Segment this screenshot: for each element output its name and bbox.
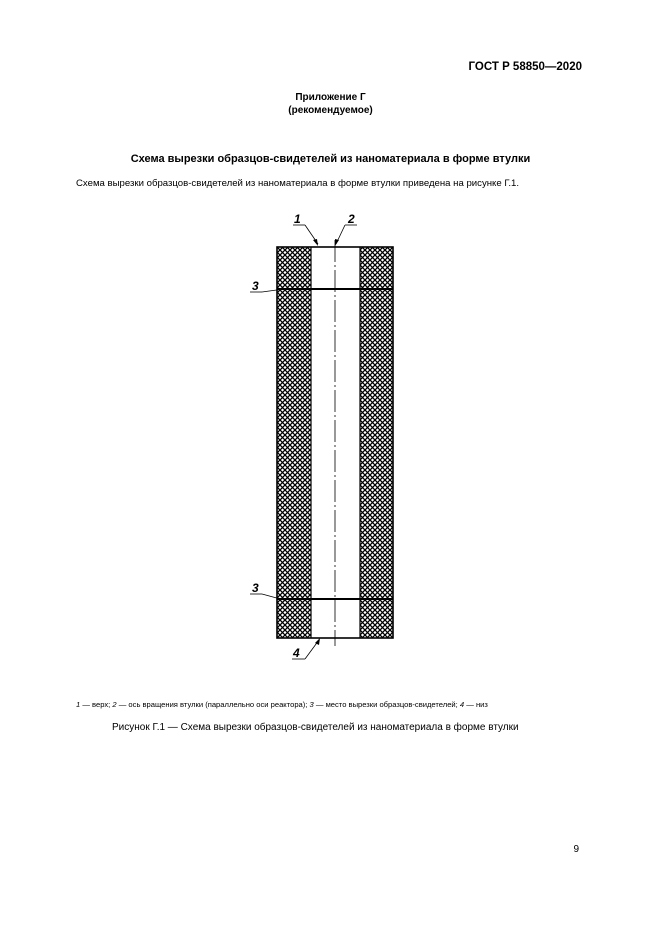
legend-num-2: 2 <box>112 700 117 709</box>
callout-4: 4 <box>293 646 300 660</box>
appendix-title: Приложение Г <box>295 92 366 103</box>
appendix-heading <box>0 91 661 117</box>
legend-num-3: 3 <box>309 700 314 709</box>
callout-3-top: 3 <box>252 279 259 293</box>
intro-paragraph: Схема вырезки образцов-свидетелей из наноматериала в форме втулки приведена на рисунке Г.1. <box>76 178 520 189</box>
legend-num-4: 4 <box>459 700 465 709</box>
legend-num-1: 1 <box>76 700 81 709</box>
right-wall <box>360 247 393 638</box>
page-number: 9 <box>573 844 579 855</box>
left-wall <box>277 247 311 638</box>
legend-text-3: — место вырезки образцов-свидетелей; <box>313 700 460 709</box>
callout-2: 2 <box>348 212 355 226</box>
arrow-top <box>313 239 318 246</box>
callout-3-bottom: 3 <box>252 581 259 595</box>
legend-text-4: — низ <box>464 700 488 709</box>
section-title: Схема вырезки образцов-свидетелей из наноматериала в форме втулки <box>130 153 531 165</box>
bushing-cut-scheme-figure <box>238 205 438 675</box>
appendix-status: (рекомендуемое) <box>288 105 373 116</box>
arrow-axis <box>335 239 339 246</box>
figure-caption: Рисунок Г.1 — Схема вырезки образцов-свидетелей из наноматериала в форме втулки <box>112 722 519 733</box>
figure-legend <box>76 700 488 709</box>
legend-text-2: — ось вращения втулки (параллельно оси реактора); <box>116 700 310 709</box>
standard-code: ГОСТ Р 58850—2020 <box>468 61 582 73</box>
callout-1: 1 <box>294 212 301 226</box>
legend-text-1: — верх; <box>80 700 113 709</box>
